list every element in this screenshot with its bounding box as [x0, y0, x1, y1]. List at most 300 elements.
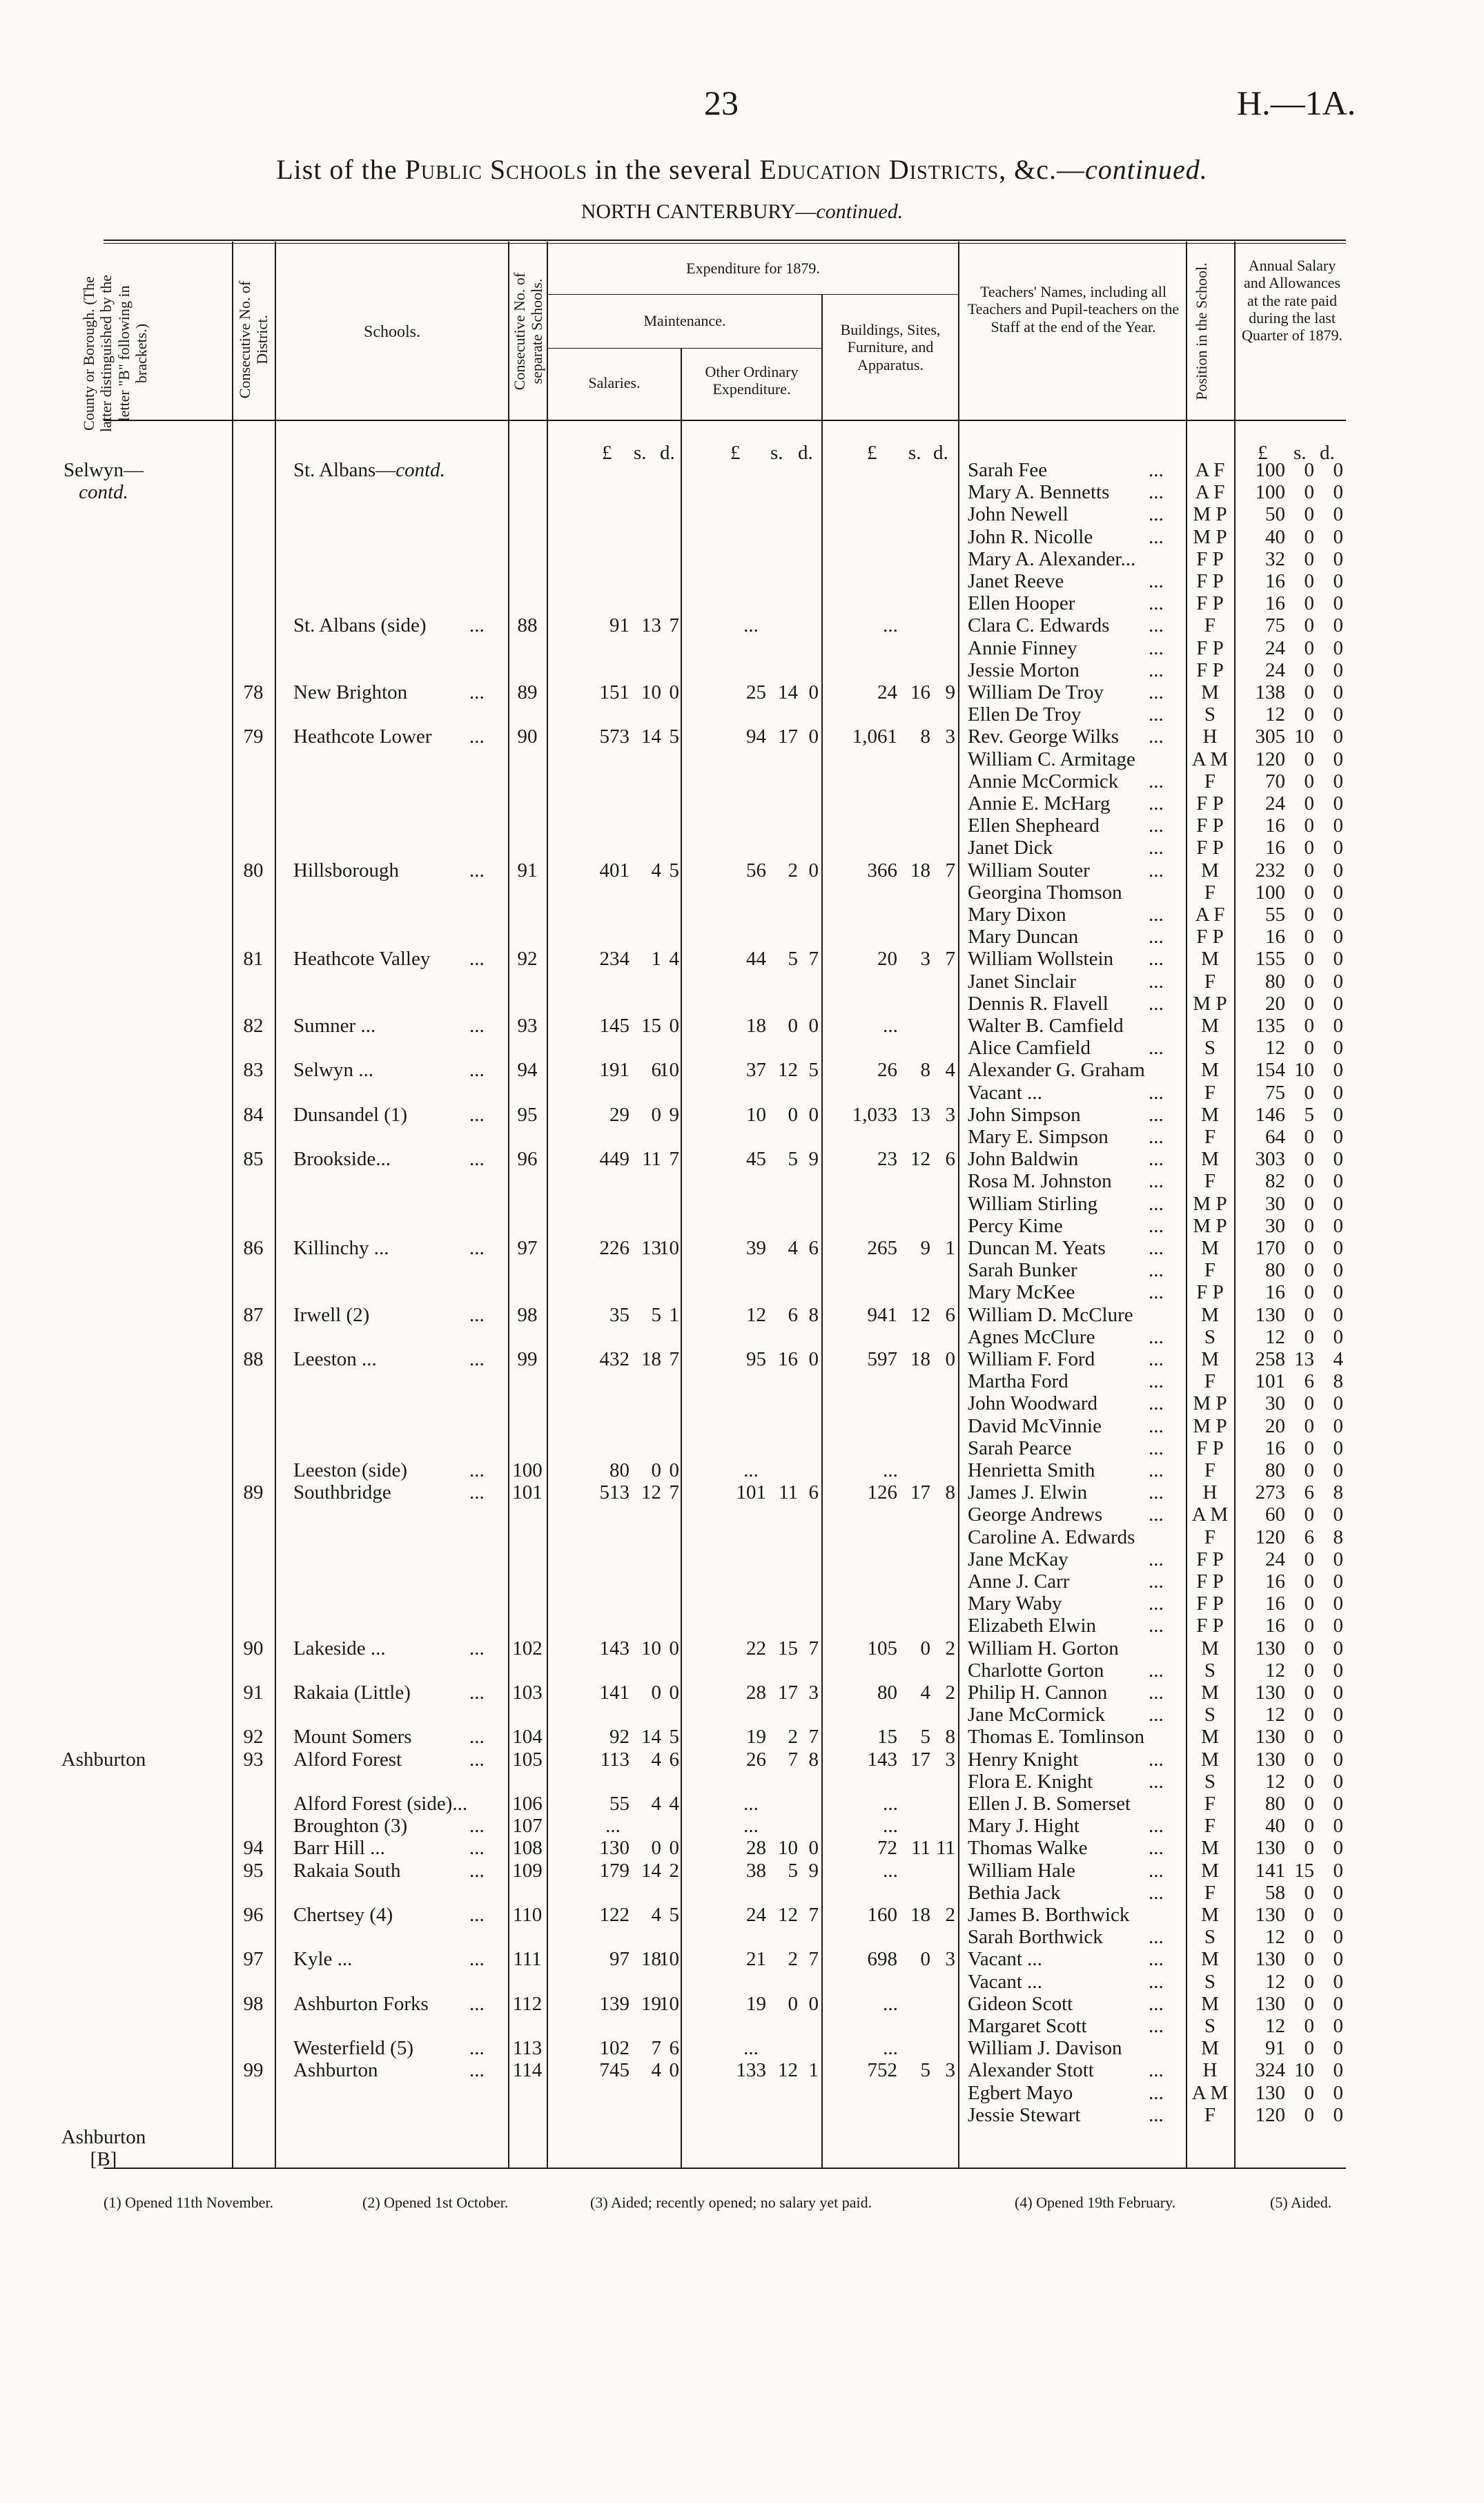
annual-salary-pence: 0 [1333, 1170, 1343, 1193]
teacher-position: M [1201, 1726, 1219, 1749]
salaries-pence: 0 [669, 681, 679, 703]
annual-salary-shillings: 0 [1304, 1503, 1314, 1526]
annual-salary-shillings: 0 [1304, 1992, 1314, 2015]
annual-salary-shillings: 0 [1304, 1770, 1314, 1793]
teacher-leader-dots: ... [1149, 636, 1164, 659]
school-leader-dots: ... [469, 1103, 485, 1126]
annual-salary-pence: 0 [1333, 659, 1343, 681]
annual-salary-pence: 0 [1333, 1037, 1343, 1060]
district-number: 93 [243, 1748, 264, 1771]
annual-salary-pounds: 100 [1255, 481, 1285, 504]
teacher-name: Agnes McClure [968, 1325, 1095, 1348]
school-leader-dots: ... [469, 1348, 485, 1370]
teacher-position: S [1204, 1770, 1216, 1793]
school-number: 93 [517, 1015, 538, 1037]
teacher-name: Vacant ... [968, 1081, 1042, 1104]
salaries-pounds: 513 [599, 1481, 629, 1504]
teacher-name: Mary Duncan [968, 926, 1079, 948]
annual-salary-pence: 0 [1333, 503, 1343, 526]
teacher-leader-dots: ... [1149, 481, 1164, 504]
annual-salary-pence: 0 [1333, 592, 1343, 615]
annual-salary-pence: 0 [1333, 481, 1343, 504]
teacher-name: Georgina Thomson [968, 881, 1122, 904]
annual-salary-pence: 0 [1333, 1970, 1343, 1993]
teacher-position: F P [1196, 815, 1224, 837]
annual-salary-shillings: 0 [1304, 859, 1314, 882]
teacher-name: Flora E. Knight [968, 1770, 1093, 1793]
salaries-pence: 2 [669, 1859, 679, 1882]
annual-salary-pounds: 120 [1255, 2103, 1285, 2126]
school-name: Heathcote Valley [293, 948, 431, 971]
buildings-pence: 0 [945, 1348, 955, 1370]
school-leader-dots: ... [469, 1837, 485, 1860]
annual-salary-pounds: 135 [1255, 1015, 1285, 1037]
annual-salary-pence: 0 [1333, 1859, 1343, 1882]
header-maintenance: Maintenance. [643, 312, 726, 329]
teacher-name: William Souter [968, 859, 1090, 882]
teacher-position: M P [1193, 1214, 1227, 1237]
salaries-pence: 5 [669, 725, 679, 748]
teacher-position: M [1201, 1148, 1219, 1171]
annual-salary-pounds: 55 [1265, 904, 1285, 926]
teacher-leader-dots: ... [1149, 1103, 1164, 1126]
salaries-pounds: 449 [599, 1148, 629, 1171]
school-number: 102 [512, 1637, 543, 1659]
other-expenditure-pounds: 10 [746, 1103, 766, 1126]
salaries-shillings: 13 [641, 614, 661, 637]
school-name: Kyle ... [293, 1948, 353, 1971]
other-expenditure-pence: 8 [808, 1303, 819, 1326]
buildings-shillings: 5 [920, 1726, 930, 1749]
teacher-leader-dots: ... [1149, 681, 1164, 703]
teacher-leader-dots: ... [1149, 1926, 1164, 1949]
teacher-leader-dots: ... [1149, 659, 1164, 681]
annual-salary-pence: 0 [1333, 1659, 1343, 1682]
teacher-name: Alexander G. Graham [968, 1059, 1145, 1082]
annual-salary-pounds: 16 [1265, 926, 1285, 948]
salaries-pounds: 234 [599, 948, 629, 971]
annual-salary-pence: 0 [1333, 970, 1343, 993]
annual-salary-pence: 0 [1333, 1281, 1343, 1304]
school-name: Chertsey (4) [293, 1904, 393, 1926]
header-annual-salary: Annual Salary and Allowances at the rate paid during the last Quarter of 1879. [1241, 257, 1343, 344]
maintenance-rule [547, 348, 821, 349]
annual-salary-shillings: 0 [1304, 1615, 1314, 1637]
school-number: 96 [517, 1148, 538, 1171]
teacher-position: F P [1196, 792, 1224, 815]
salaries-pence: 4 [669, 948, 679, 971]
county-name: Selwyn— [64, 459, 144, 481]
annual-salary-pounds: 60 [1265, 1503, 1285, 1526]
county-name: Ashburton [61, 2126, 146, 2148]
teacher-position: F P [1196, 570, 1224, 592]
school-leader-dots: ... [469, 1682, 485, 1704]
teacher-name: John Simpson [968, 1103, 1081, 1126]
buildings-shillings: 12 [910, 1303, 930, 1326]
annual-salary-shillings: 5 [1304, 1103, 1314, 1126]
school-number: 92 [517, 948, 538, 971]
teacher-name: Alexander Stott [968, 2059, 1094, 2082]
teacher-leader-dots: ... [1149, 1348, 1164, 1370]
footnote-5: (5) Aided. [1270, 2194, 1332, 2211]
teacher-name: Mary McKee [968, 1281, 1075, 1304]
teacher-name: Ellen Shepheard [968, 815, 1100, 837]
buildings-shillings: 4 [920, 1682, 930, 1704]
school-number: 108 [512, 1837, 543, 1860]
annual-salary-pounds: 75 [1265, 614, 1285, 637]
salaries-shillings: 4 [651, 1748, 661, 1771]
salaries-shillings: 10 [641, 1637, 661, 1659]
teacher-name: Margaret Scott [968, 2015, 1087, 2037]
salaries-pence: 0 [669, 1682, 679, 1704]
other-expenditure-shillings: 12 [778, 1059, 798, 1082]
salaries-pence: 7 [669, 1481, 679, 1504]
teacher-leader-dots: ... [1149, 792, 1164, 815]
annual-salary-pounds: 130 [1255, 1837, 1285, 1860]
buildings-pounds: 126 [867, 1481, 897, 1504]
other-expenditure-pence: 0 [808, 1103, 819, 1126]
buildings-shillings: 11 [911, 1837, 930, 1860]
annual-salary-pounds: 70 [1265, 770, 1285, 792]
teacher-name: William D. McClure [968, 1303, 1133, 1326]
teacher-leader-dots: ... [1149, 904, 1164, 926]
salaries-pounds: 141 [599, 1682, 629, 1704]
teacher-leader-dots: ... [1149, 459, 1164, 481]
teacher-position: M [1201, 1015, 1219, 1037]
district-number: 78 [243, 681, 264, 703]
other-expenditure-pounds: 95 [746, 1348, 766, 1370]
annual-salary-pounds: 30 [1265, 1214, 1285, 1237]
annual-salary-shillings: 0 [1304, 1037, 1314, 1060]
school-name: Selwyn ... [293, 1059, 373, 1082]
teacher-position: F [1204, 1881, 1216, 1904]
teacher-position: S [1204, 1704, 1216, 1726]
annual-salary-pounds: 32 [1265, 547, 1285, 570]
buildings-pounds: 15 [877, 1726, 897, 1749]
other-expenditure-pence: 6 [808, 1481, 819, 1504]
footnote-2: (2) Opened 1st October. [362, 2194, 509, 2211]
teacher-position: S [1204, 1325, 1216, 1348]
other-expenditure-pounds: 24 [746, 1904, 766, 1926]
teacher-name: Dennis R. Flavell [968, 992, 1109, 1015]
annual-salary-pounds: 141 [1255, 1859, 1285, 1882]
other-expenditure-pounds: 25 [746, 681, 766, 703]
teacher-leader-dots: ... [1149, 1881, 1164, 1904]
teacher-leader-dots: ... [1149, 948, 1164, 971]
other-expenditure-shillings: 2 [788, 1948, 798, 1971]
annual-salary-pence: 0 [1333, 2081, 1343, 2104]
teacher-leader-dots: ... [1149, 1503, 1164, 1526]
teacher-name: Sarah Pearce [968, 1436, 1072, 1459]
buildings-shillings: 8 [920, 1059, 930, 1082]
buildings-pence: 3 [945, 2059, 955, 2082]
salaries-shillings: 15 [641, 1015, 661, 1037]
other-expenditure-pence: 0 [808, 1348, 819, 1370]
school-number: 98 [517, 1303, 538, 1326]
buildings-shillings: 16 [910, 681, 930, 703]
annual-salary-pounds: 80 [1265, 970, 1285, 993]
buildings-pence: 2 [945, 1682, 955, 1704]
teacher-leader-dots: ... [1149, 2103, 1164, 2126]
annual-salary-pounds: 16 [1265, 570, 1285, 592]
school-name: Lakeside ... [293, 1637, 386, 1659]
teacher-position: F P [1196, 837, 1224, 859]
annual-salary-pounds: 273 [1255, 1481, 1285, 1504]
annual-salary-pounds: 130 [1255, 1303, 1285, 1326]
col-divider-2 [275, 242, 276, 2169]
teacher-leader-dots: ... [1149, 1325, 1164, 1348]
salaries-pounds: 151 [599, 681, 629, 703]
teacher-leader-dots: ... [1149, 1659, 1164, 1682]
teacher-leader-dots: ... [1149, 1815, 1164, 1838]
salaries-pounds: 29 [609, 1103, 629, 1126]
school-number: 90 [517, 725, 538, 748]
teacher-leader-dots: ... [1149, 1037, 1164, 1060]
teacher-leader-dots: ... [1149, 859, 1164, 882]
teacher-name: Janet Reeve [968, 570, 1064, 592]
district-number: 99 [243, 2059, 264, 2082]
teacher-leader-dots: ... [1149, 1281, 1164, 1304]
annual-salary-shillings: 0 [1304, 748, 1314, 770]
annual-salary-shillings: 0 [1304, 1926, 1314, 1949]
teacher-name: Martha Ford [968, 1370, 1068, 1393]
teacher-leader-dots: ... [1149, 837, 1164, 859]
buildings-pence: 3 [945, 1103, 955, 1126]
header-buildings: Buildings, Sites, Furniture, and Apparatus. [840, 321, 941, 373]
teacher-leader-dots: ... [1149, 1704, 1164, 1726]
teacher-name: Mary A. Alexander... [968, 547, 1136, 570]
header-expenditure: Expenditure for 1879. [686, 260, 820, 277]
salaries-pence: 9 [669, 1103, 679, 1126]
salaries-pounds: 432 [599, 1348, 629, 1370]
annual-salary-pence: 0 [1333, 1325, 1343, 1348]
annual-salary-pence: 0 [1333, 459, 1343, 481]
annual-salary-pence: 0 [1333, 547, 1343, 570]
teacher-position: F P [1196, 659, 1224, 681]
school-leader-dots: ... [469, 1637, 485, 1659]
salaries-shillings: 4 [651, 1904, 661, 1926]
annual-salary-pence: 8 [1333, 1370, 1343, 1393]
buildings-pounds: 105 [867, 1637, 897, 1659]
buildings-shillings: 3 [920, 948, 930, 971]
annual-salary-pounds: 101 [1255, 1370, 1285, 1393]
school-number: 91 [517, 859, 538, 882]
annual-salary-shillings: 0 [1304, 459, 1314, 481]
annual-salary-pounds: 12 [1265, 1037, 1285, 1060]
annual-salary-shillings: 0 [1304, 1237, 1314, 1259]
annual-salary-pence: 0 [1333, 1015, 1343, 1037]
unit-buildings-shilling: s. [908, 442, 921, 464]
salaries-pounds: 130 [599, 1837, 629, 1860]
buildings-pounds: 597 [867, 1348, 897, 1370]
buildings-empty: ... [883, 1459, 898, 1481]
salaries-shillings: 12 [641, 1481, 661, 1504]
district-number: 96 [243, 1904, 264, 1926]
salaries-shillings: 18 [641, 1948, 661, 1971]
annual-salary-pounds: 12 [1265, 1325, 1285, 1348]
annual-salary-pence: 0 [1333, 1615, 1343, 1637]
other-expenditure-pence: 9 [808, 1148, 819, 1171]
salaries-pounds: 91 [609, 614, 629, 637]
annual-salary-shillings: 10 [1294, 1059, 1314, 1082]
col-divider-6 [821, 295, 823, 2169]
annual-salary-shillings: 0 [1304, 1748, 1314, 1771]
other-expenditure-shillings: 5 [788, 1859, 798, 1882]
annual-salary-shillings: 0 [1304, 1881, 1314, 1904]
annual-salary-shillings: 0 [1304, 547, 1314, 570]
teacher-position: F P [1196, 1436, 1224, 1459]
teacher-position: H [1202, 2059, 1218, 2082]
annual-salary-shillings: 0 [1304, 992, 1314, 1015]
annual-salary-pounds: 30 [1265, 1192, 1285, 1215]
annual-salary-shillings: 0 [1304, 703, 1314, 726]
buildings-empty: ... [883, 1815, 898, 1838]
teacher-position: M [1201, 1303, 1219, 1326]
annual-salary-pence: 0 [1333, 1926, 1343, 1949]
title-mid: in the several [587, 154, 760, 185]
other-expenditure-pence: 3 [808, 1682, 819, 1704]
annual-salary-shillings: 0 [1304, 659, 1314, 681]
teacher-leader-dots: ... [1149, 2015, 1164, 2037]
county-name: contd. [79, 481, 128, 504]
buildings-shillings: 8 [920, 725, 930, 748]
annual-salary-pence: 0 [1333, 614, 1343, 637]
annual-salary-shillings: 0 [1304, 2037, 1314, 2060]
salaries-pence: 10 [659, 1948, 679, 1971]
annual-salary-shillings: 10 [1294, 2059, 1314, 2082]
other-expenditure-shillings: 17 [778, 1682, 798, 1704]
annual-salary-shillings: 13 [1294, 1348, 1314, 1370]
buildings-pence: 6 [945, 1148, 955, 1171]
teacher-name: James B. Borthwick [968, 1904, 1130, 1926]
teacher-leader-dots: ... [1149, 926, 1164, 948]
buildings-pounds: 941 [867, 1303, 897, 1326]
annual-salary-shillings: 0 [1304, 1325, 1314, 1348]
school-number: 106 [512, 1793, 543, 1815]
school-number: 113 [512, 2037, 543, 2060]
school-name: Brookside... [293, 1148, 391, 1171]
annual-salary-shillings: 0 [1304, 1281, 1314, 1304]
teacher-position: H [1202, 725, 1218, 748]
teacher-leader-dots: ... [1149, 1770, 1164, 1793]
annual-salary-pounds: 91 [1265, 2037, 1285, 2060]
teacher-leader-dots: ... [1149, 1459, 1164, 1481]
teacher-name: Mary J. Hight [968, 1815, 1080, 1838]
teacher-name: Thomas Walke [968, 1837, 1088, 1860]
other-expenditure-pence: 8 [808, 1748, 819, 1771]
other-expenditure-pence: 7 [808, 1726, 819, 1749]
other-expenditure-empty: ... [743, 1793, 759, 1815]
annual-salary-pounds: 12 [1265, 1970, 1285, 1993]
annual-salary-pence: 0 [1333, 1103, 1343, 1126]
col-divider-8 [1186, 242, 1187, 2169]
teacher-position: M [1201, 1682, 1219, 1704]
annual-salary-pounds: 75 [1265, 1081, 1285, 1104]
school-name: Broughton (3) [293, 1815, 408, 1838]
other-expenditure-pounds: 19 [746, 1992, 766, 2015]
annual-salary-shillings: 0 [1304, 1815, 1314, 1838]
school-name: Sumner ... [293, 1015, 376, 1037]
teacher-leader-dots: ... [1149, 1948, 1164, 1971]
page-title [0, 153, 1484, 186]
school-number: 88 [517, 614, 538, 637]
school-number: 100 [512, 1459, 543, 1481]
teacher-position: M [1201, 681, 1219, 703]
school-leader-dots: ... [469, 681, 485, 703]
teacher-name: Vacant ... [968, 1970, 1042, 1993]
annual-salary-pounds: 24 [1265, 792, 1285, 815]
annual-salary-shillings: 0 [1304, 970, 1314, 993]
annual-salary-pence: 0 [1333, 681, 1343, 703]
teacher-leader-dots: ... [1149, 815, 1164, 837]
school-leader-dots: ... [469, 859, 485, 882]
buildings-pence: 2 [945, 1637, 955, 1659]
school-name: Leeston (side) [293, 1459, 408, 1481]
annual-salary-pence: 0 [1333, 948, 1343, 971]
annual-salary-pounds: 120 [1255, 748, 1285, 770]
salaries-shillings: 1 [651, 948, 661, 971]
annual-salary-pounds: 232 [1255, 859, 1285, 882]
annual-salary-pence: 8 [1333, 1526, 1343, 1548]
other-expenditure-empty: ... [743, 1459, 759, 1481]
teacher-leader-dots: ... [1149, 1992, 1164, 2015]
annual-salary-pence: 0 [1333, 1637, 1343, 1659]
other-expenditure-shillings: 0 [788, 1015, 798, 1037]
teacher-leader-dots: ... [1149, 725, 1164, 748]
unit-buildings-pound: £ [867, 442, 877, 464]
teacher-position: M [1201, 1348, 1219, 1370]
other-expenditure-shillings: 5 [788, 1148, 798, 1171]
teacher-leader-dots: ... [1149, 1970, 1164, 1993]
salaries-shillings: 18 [641, 1348, 661, 1370]
teacher-leader-dots: ... [1149, 614, 1164, 637]
annual-salary-pounds: 16 [1265, 837, 1285, 859]
school-name: Barr Hill ... [293, 1837, 385, 1860]
school-number: 114 [512, 2059, 543, 2082]
annual-salary-pence: 0 [1333, 770, 1343, 792]
annual-salary-pence: 0 [1333, 837, 1343, 859]
teacher-leader-dots: ... [1149, 1081, 1164, 1104]
annual-salary-pounds: 100 [1255, 459, 1285, 481]
teacher-position: F P [1196, 592, 1224, 615]
annual-salary-pence: 0 [1333, 2103, 1343, 2126]
teacher-position: H [1202, 1481, 1218, 1504]
district-number: 85 [243, 1148, 264, 1171]
annual-salary-pounds: 16 [1265, 1593, 1285, 1615]
school-leader-dots: ... [469, 1237, 485, 1259]
district-number: 89 [243, 1481, 264, 1504]
salaries-pounds: 143 [599, 1637, 629, 1659]
teacher-name: Mary Waby [968, 1593, 1062, 1615]
unit-salaries-pence: d. [660, 442, 675, 464]
school-name: Irwell (2) [293, 1303, 370, 1326]
teacher-name: Jessie Stewart [968, 2103, 1081, 2126]
annual-salary-shillings: 10 [1294, 725, 1314, 748]
annual-salary-pence: 0 [1333, 703, 1343, 726]
teacher-leader-dots: ... [1149, 1837, 1164, 1860]
annual-salary-pence: 0 [1333, 1548, 1343, 1570]
buildings-pence: 8 [945, 1726, 955, 1749]
salaries-pence: 7 [669, 614, 679, 637]
annual-salary-shillings: 0 [1304, 904, 1314, 926]
salaries-shillings: 19 [641, 1992, 661, 2015]
other-expenditure-pence: 1 [808, 2059, 819, 2082]
header-consecutive-district: Consecutive No. of District. [236, 280, 271, 399]
school-name: Rakaia South [293, 1859, 401, 1882]
teacher-name: Walter B. Camfield [968, 1015, 1124, 1037]
teacher-position: M [1201, 1948, 1219, 1971]
salaries-pence: 6 [669, 1748, 679, 1771]
